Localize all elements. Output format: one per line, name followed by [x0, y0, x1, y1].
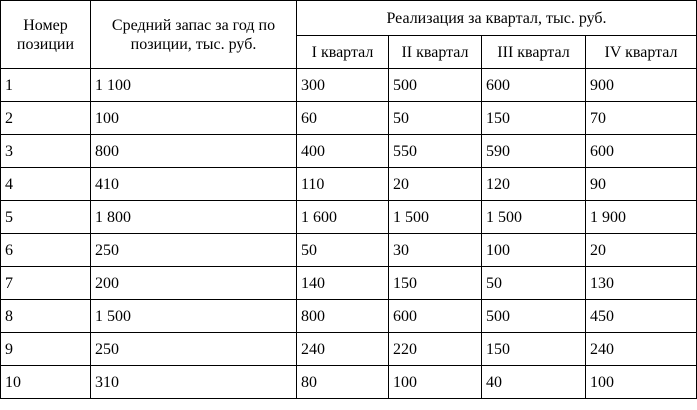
table-row [1, 267, 697, 300]
cell-q1: 50 [297, 234, 389, 267]
cell-q4: 70 [586, 102, 697, 135]
cell-q3: 50 [482, 267, 586, 300]
cell-position: 4 [1, 168, 91, 201]
cell-q4: 90 [586, 168, 697, 201]
cell-position: 3 [1, 135, 91, 168]
cell-q3: 1 500 [482, 201, 586, 234]
cell-q2: 550 [389, 135, 482, 168]
cell-q3: 40 [482, 366, 586, 399]
cell-q4: 20 [586, 234, 697, 267]
table-header [1, 1, 697, 69]
table-row [1, 135, 697, 168]
cell-q1: 400 [297, 135, 389, 168]
cell-q1: 60 [297, 102, 389, 135]
cell-avg-stock: 1 800 [91, 201, 297, 234]
cell-q2: 500 [389, 69, 482, 102]
table-row [1, 366, 697, 399]
cell-q3: 500 [482, 300, 586, 333]
header-quarter-3: III квартал [482, 36, 586, 69]
cell-avg-stock: 1 100 [91, 69, 297, 102]
cell-avg-stock: 410 [91, 168, 297, 201]
cell-q4: 450 [586, 300, 697, 333]
cell-q1: 1 600 [297, 201, 389, 234]
cell-q2: 50 [389, 102, 482, 135]
cell-q1: 240 [297, 333, 389, 366]
header-quarter-2: II квартал [389, 36, 482, 69]
cell-position: 6 [1, 234, 91, 267]
cell-q4: 1 900 [586, 201, 697, 234]
cell-avg-stock: 1 500 [91, 300, 297, 333]
header-quarter-4: IV квартал [586, 36, 697, 69]
cell-q1: 300 [297, 69, 389, 102]
table-row [1, 201, 697, 234]
cell-q4: 130 [586, 267, 697, 300]
cell-q1: 800 [297, 300, 389, 333]
cell-position: 7 [1, 267, 91, 300]
cell-avg-stock: 250 [91, 234, 297, 267]
cell-q2: 1 500 [389, 201, 482, 234]
cell-avg-stock: 250 [91, 333, 297, 366]
cell-q3: 590 [482, 135, 586, 168]
cell-q4: 900 [586, 69, 697, 102]
cell-q2: 30 [389, 234, 482, 267]
header-avg-stock: Средний запас за год по позиции, тыс. руб. [91, 1, 297, 69]
cell-q3: 600 [482, 69, 586, 102]
cell-q2: 600 [389, 300, 482, 333]
cell-q3: 120 [482, 168, 586, 201]
cell-position: 9 [1, 333, 91, 366]
cell-position: 5 [1, 201, 91, 234]
cell-avg-stock: 200 [91, 267, 297, 300]
cell-q2: 100 [389, 366, 482, 399]
table-row [1, 333, 697, 366]
header-sales-group: Реализация за квартал, тыс. руб. [297, 1, 697, 36]
cell-avg-stock: 310 [91, 366, 297, 399]
cell-position: 10 [1, 366, 91, 399]
cell-q1: 110 [297, 168, 389, 201]
table-row [1, 102, 697, 135]
cell-q2: 220 [389, 333, 482, 366]
cell-q4: 240 [586, 333, 697, 366]
header-quarter-1: I квартал [297, 36, 389, 69]
cell-q2: 20 [389, 168, 482, 201]
cell-position: 8 [1, 300, 91, 333]
cell-avg-stock: 100 [91, 102, 297, 135]
table-row [1, 168, 697, 201]
header-row-1 [1, 1, 697, 36]
cell-position: 1 [1, 69, 91, 102]
cell-q4: 600 [586, 135, 697, 168]
cell-q3: 150 [482, 333, 586, 366]
cell-q1: 80 [297, 366, 389, 399]
table-row [1, 300, 697, 333]
cell-q2: 150 [389, 267, 482, 300]
table-body [1, 69, 697, 399]
table-row [1, 69, 697, 102]
cell-avg-stock: 800 [91, 135, 297, 168]
cell-position: 2 [1, 102, 91, 135]
cell-q3: 100 [482, 234, 586, 267]
cell-q1: 140 [297, 267, 389, 300]
cell-q4: 100 [586, 366, 697, 399]
table-row [1, 234, 697, 267]
header-position: Номер позиции [1, 1, 91, 69]
cell-q3: 150 [482, 102, 586, 135]
